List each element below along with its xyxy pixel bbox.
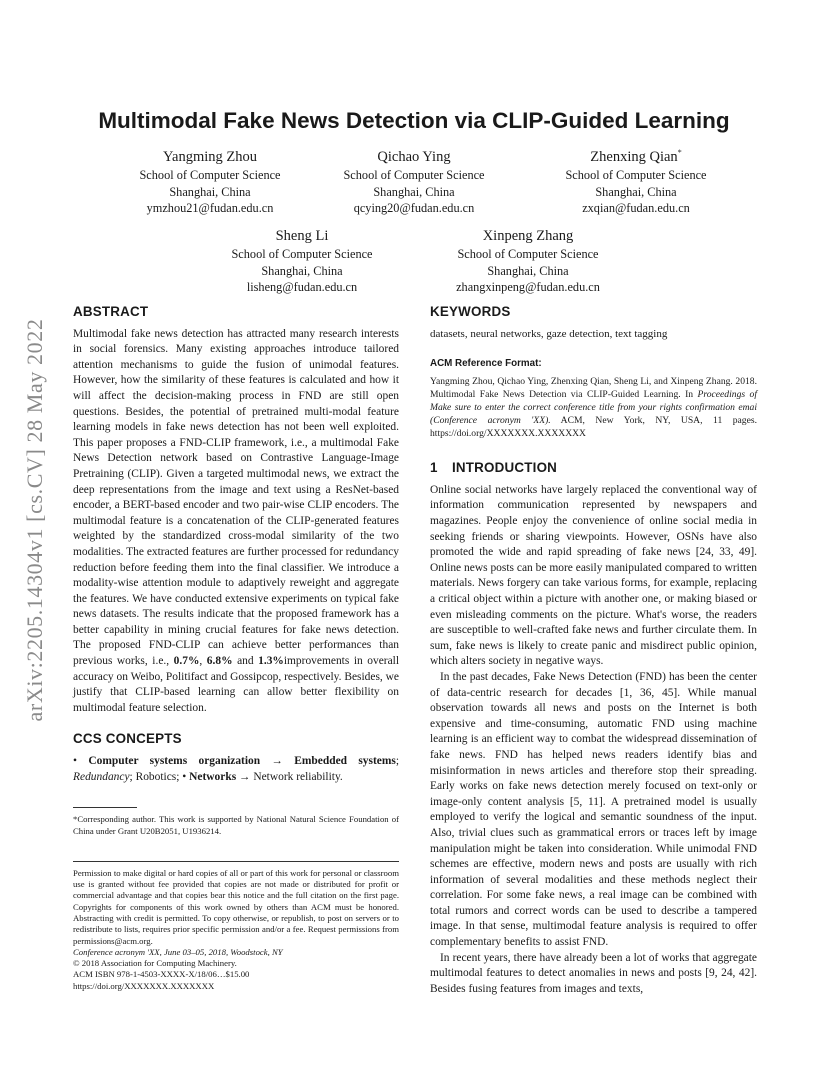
author-name: Sheng Li bbox=[275, 228, 329, 244]
author-block bbox=[418, 227, 638, 296]
abstract-text: Multimodal fake news detection has attracted many research interests in social forensics. Many existing approaches introduce tailored attention mechanisms to guide the fusion of unimodal features. However, how the similarity of these features is calculated and how it will affect the decision-making process in FND are still open questions. Besides, the potential of pretrained multi-modal feature learning models in fake news detection has not been well exploited. This paper proposes a FND-CLIP framework, i.e., a multimodal Fake News Detection network based on Contrastive Language-Image Pretraining (CLIP). Given a targeted multimodal news, we extract the deep representations from the image and text using a ResNet-based encoder, a BERT-based encoder and two pair-wise CLIP encoders. The multimodal feature is a concatenation of the CLIP-generated features weighted by the standardized cross-modal similarity of the two modalities. The extracted features are further processed for redundancy reduction before feeding them into the final classifier. We introduce a modality-wise attention module to adaptively reweight and aggregate the features. We have conducted extensive experiments on typical fake news datasets. The results indicate that the proposed framework has a better capability in mining crucial features for fake news detection. The proposed FND-CLIP can achieve better performances than previous works, i.e., 0.7%, 6.8% and 1.3%improvements in overall accuracy on Weibo, Politifact and Gossipcop, respectively. Besides, we justify that CLIP-based learning can allow better flexibility on multimodal feature selection. bbox=[73, 327, 400, 714]
author-affiliation: School of Computer Science bbox=[565, 168, 707, 182]
copyright-line: © 2018 Association for Computing Machinery. bbox=[73, 958, 237, 969]
author-location: Shanghai, China bbox=[487, 263, 569, 278]
acm-reference-text: Yangming Zhou, Qichao Ying, Zhenxing Qian, Sheng Li, and Xinpeng Zhang. 2018. Multimodal Fake News Detection via CLIP-Guided Learning. In Proceedings of Make sure to enter the correct conference title from your rights confirmation emai (Conference acronym 'XX). ACM, New York, NY, USA, 11 pages. https://doi.org/XXXXXXX.XXXXXXX bbox=[430, 375, 757, 440]
abstract-stat: 0.7% bbox=[173, 655, 200, 668]
keywords-text: datasets, neural networks, gaze detection, text tagging bbox=[430, 327, 668, 340]
author-block bbox=[115, 148, 305, 217]
left-column bbox=[73, 304, 399, 992]
author-name: Xinpeng Zhang bbox=[482, 228, 574, 244]
author-location: Shanghai, China bbox=[261, 263, 343, 278]
author-block bbox=[207, 227, 397, 296]
ccs-heading: CCS CONCEPTS bbox=[73, 731, 182, 747]
arxiv-stamp bbox=[20, 280, 50, 760]
section-number: 1 bbox=[430, 460, 438, 476]
footnote-rule bbox=[73, 807, 137, 808]
abstract-stat: 1.3% bbox=[258, 655, 284, 668]
author-block bbox=[319, 148, 509, 217]
footnote: *Corresponding author. This work is supported by National Natural Science Foundation of China under Grant U20B2051, U1936214. bbox=[73, 814, 399, 836]
author-affiliation: School of Computer Science bbox=[457, 247, 599, 261]
author-location: Shanghai, China bbox=[373, 184, 455, 199]
doi-link[interactable]: https://doi.org/XXXXXXX.XXXXXXX bbox=[73, 980, 215, 991]
intro-paragraph: Online social networks have largely replaced the conventional way of information communication represented by newspapers and magazines. People enjoy the convenience of online social media in seeking friends or sharing viewpoints. However, OSNs have also promoted the wide and rapid spreading of fake news [24, 33, 49]. Online news posts can be more easily manipulated compared to written materials. News forgery can take various forms, for example, replacing a critical object within a picture with another one, or making biased or even misleading comments on the picture. What's worse, the readers are susceptible to well-crafted fake news and further circulate them. In sum, fake news is likely to create panic and misdirect public opinion, which alters society in negative ways. bbox=[430, 483, 757, 668]
corresponding-mark: * bbox=[677, 148, 682, 158]
paper-title: Multimodal Fake News Detection via CLIP-Guided Learning bbox=[98, 108, 730, 133]
author-name: Zhenxing Qian bbox=[590, 149, 678, 165]
intro-paragraph: In recent years, there have already been a lot of works that aggregate multimodal features to detect anomalies in news and posts [9, 24, 42]. Besides fusing features from images and texts, bbox=[430, 951, 757, 995]
author-affiliation: School of Computer Science bbox=[231, 247, 373, 261]
author-location: Shanghai, China bbox=[595, 184, 677, 199]
author-block bbox=[541, 148, 731, 217]
author-location: Shanghai, China bbox=[169, 184, 251, 199]
intro-paragraph: In the past decades, Fake News Detection (FND) has been the center of data-centric research for decades [1, 36, 45]. While manual observation towards all news and posts on the Internet is both expensive and time-consuming, automatic FND using machine learning is an efficient way to combat the widespread dissemination of fake news. FND has helped news readers identify bias and misinformation in news articles and therefore stop their spreading. Early works on fake news detection merely focused on text-only or image-only content analysis [5, 11]. A pretrained model is usually employed to verify the logical and semantic soundness of the input. Also, trivial clues such as grammatical errors or traces left by image manipulation might be taken into consideration. While unimodal FND schemes are effective, modern news and posts are usually with rich information of several modalities and these methods neglect their correlation. For some fake news, a real image can be combined with total rumors and correct words can be used to describe a tampered image. In that sense, multimodal feature analysis is required to offer complementary benefits to assist FND. bbox=[430, 670, 757, 949]
permission-block bbox=[73, 861, 399, 992]
ccs-section bbox=[73, 731, 399, 785]
introduction-heading: 1 INTRODUCTION bbox=[430, 460, 558, 476]
author-email: zxqian@fudan.edu.cn bbox=[582, 201, 690, 215]
author-email: lisheng@fudan.edu.cn bbox=[246, 280, 358, 294]
author-email: zhangxinpeng@fudan.edu.cn bbox=[456, 280, 600, 294]
permission-text: Permission to make digital or hard copies of all or part of this work for personal or classroom use is granted without fee provided that copies are not made or distributed for profit or commercial advantage and that copies bear this notice and the full citation on the first page. Copyrights for components of this work owned by others than ACM must be honored. Abstracting with credit is permitted. To copy otherwise, or republish, to post on servers or to redistribute to lists, requires prior specific permission and/or a fee. Request permissions from permissions@acm.org. bbox=[73, 867, 399, 946]
right-column bbox=[430, 304, 757, 997]
abstract-heading: ABSTRACT bbox=[73, 304, 149, 319]
author-affiliation: School of Computer Science bbox=[343, 168, 485, 182]
acm-reference-heading: ACM Reference Format: bbox=[430, 358, 542, 370]
introduction-section bbox=[430, 460, 757, 997]
ccs-concepts: • Computer systems organization → Embedded systems; Redundancy; Robotics; • Networks → Network reliability. bbox=[73, 755, 400, 783]
isbn-line: ACM ISBN 978-1-4503-XXXX-X/18/06…$15.00 bbox=[73, 969, 250, 980]
author-email: qcying20@fudan.edu.cn bbox=[353, 201, 475, 215]
keywords-heading: KEYWORDS bbox=[430, 304, 511, 319]
abstract-stat: 6.8% bbox=[206, 655, 233, 668]
author-affiliation: School of Computer Science bbox=[139, 168, 281, 182]
author-name: Yangming Zhou bbox=[163, 149, 257, 165]
arxiv-id: arXiv:2205.14304v1 [cs.CV] 28 May 2022 bbox=[22, 318, 47, 722]
conference-line: Conference acronym 'XX, June 03–05, 2018, Woodstock, NY bbox=[73, 946, 283, 957]
author-email: ymzhou21@fudan.edu.cn bbox=[146, 201, 274, 215]
author-name: Qichao Ying bbox=[377, 149, 451, 165]
